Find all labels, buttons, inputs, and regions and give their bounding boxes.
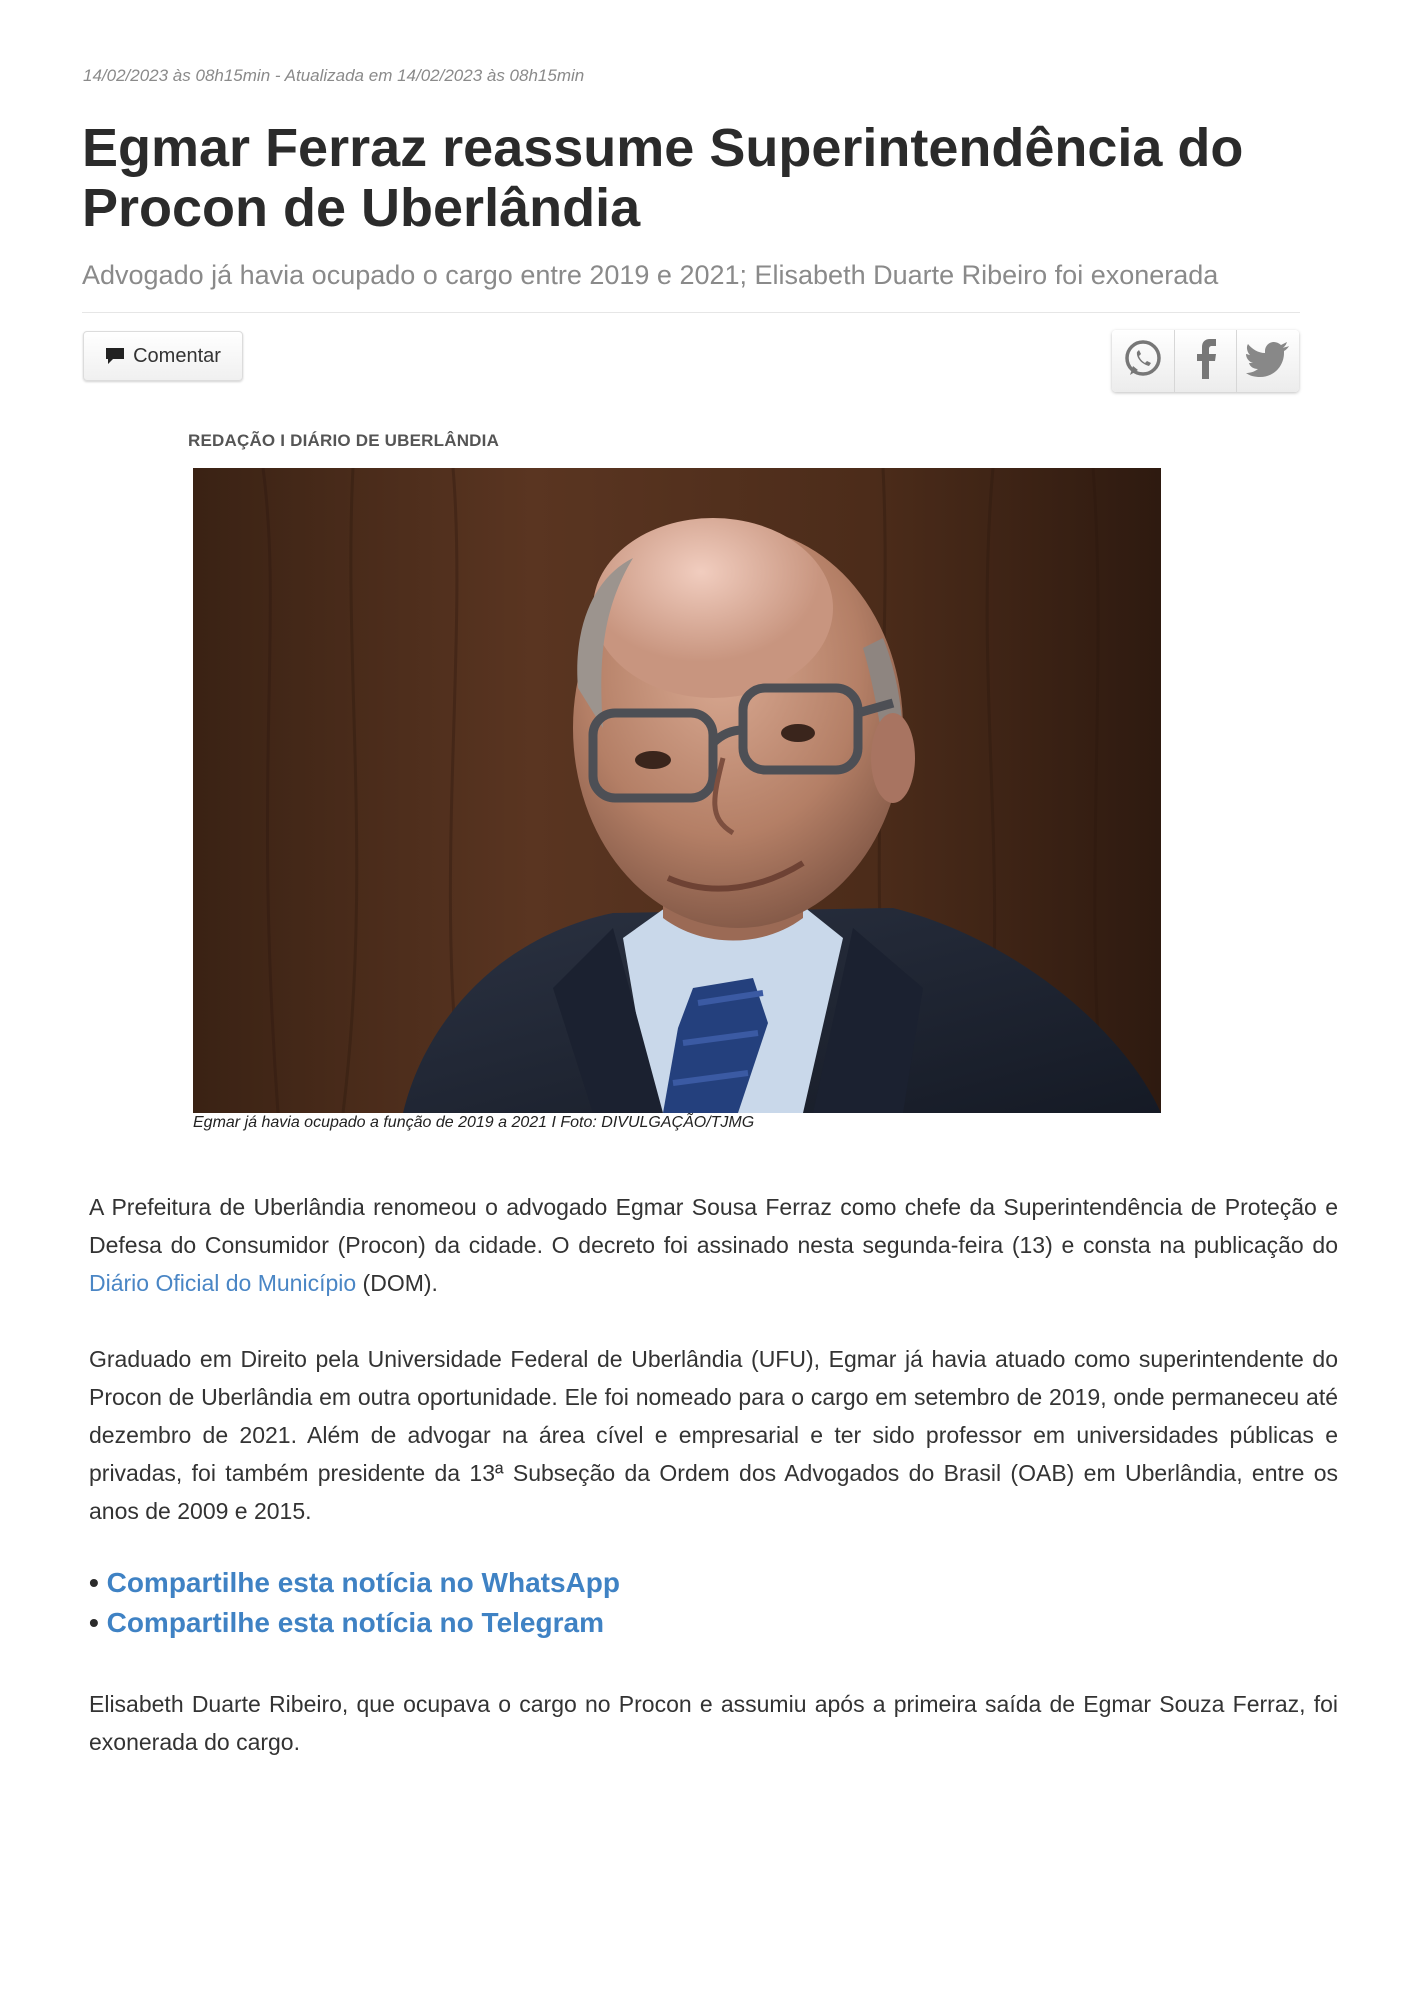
share-telegram-link[interactable]: Compartilhe esta notícia no Telegram xyxy=(106,1607,604,1638)
paragraph-text: A Prefeitura de Uberlândia renomeou o advogado Egmar Sousa Ferraz como chefe da Superintendência de Proteção e Defesa do Consumidor (Procon) da cidade. O decreto foi assinado nesta segunda-feira (13) e consta na publicação do xyxy=(89,1194,1338,1258)
whatsapp-icon xyxy=(1121,337,1165,386)
share-whatsapp-link[interactable]: Compartilhe esta notícia no WhatsApp xyxy=(106,1567,620,1598)
comment-button-label: Comentar xyxy=(133,344,221,367)
twitter-icon xyxy=(1245,339,1291,384)
article-photo xyxy=(193,468,1161,1113)
bullet: • xyxy=(89,1607,99,1638)
article-paragraph-3: Elisabeth Duarte Ribeiro, que ocupava o cargo no Procon e assumiu após a primeira saída de Egmar Souza Ferraz, foi exonerada do cargo. xyxy=(89,1691,1338,1755)
facebook-share-button[interactable] xyxy=(1175,330,1238,392)
paragraph-text: (DOM). xyxy=(356,1270,438,1296)
article-byline: REDAÇÃO I DIÁRIO DE UBERLÂNDIA xyxy=(188,431,500,450)
dom-link[interactable]: Diário Oficial do Município xyxy=(89,1270,357,1296)
comment-button[interactable] xyxy=(83,331,243,381)
bullet: • xyxy=(89,1567,99,1598)
speech-bubble-icon xyxy=(105,347,125,365)
article-headline: Egmar Ferraz reassume Superintendência do Procon de Uberlândia xyxy=(82,118,1244,238)
list-item xyxy=(89,1563,1338,1603)
whatsapp-share-button[interactable] xyxy=(1112,330,1175,392)
article-subheadline: Advogado já havia ocupado o cargo entre 2019 e 2021; Elisabeth Duarte Ribeiro foi exonerada xyxy=(82,260,1219,290)
facebook-icon xyxy=(1191,337,1221,386)
twitter-share-button[interactable] xyxy=(1237,330,1299,392)
article-paragraph-1 xyxy=(89,1188,1338,1302)
photo-caption: Egmar já havia ocupado a função de 2019 a 2021 I Foto: DIVULGAÇÃO/TJMG xyxy=(193,1114,755,1131)
publish-timestamp: 14/02/2023 às 08h15min - Atualizada em 14/02/2023 às 08h15min xyxy=(83,66,585,85)
social-share-group xyxy=(1112,330,1299,392)
article-paragraph-2: Graduado em Direito pela Universidade Federal de Uberlândia (UFU), Egmar já havia atuado como superintendente do Procon de Uberlândia em outra oportunidade. Ele foi nomeado para o cargo em setembro de 2019, onde permaneceu até dezembro de 2021. Além de advogar na área cível e empresarial e ter sido professor em universidades públicas e privadas, foi também presidente da 13ª Subseção da Ordem dos Advogados do Brasil (OAB) em Uberlândia, entre os anos de 2009 e 2015. xyxy=(89,1346,1338,1524)
header-divider xyxy=(82,312,1300,313)
list-item xyxy=(89,1603,1338,1643)
share-links-list xyxy=(89,1563,1338,1643)
